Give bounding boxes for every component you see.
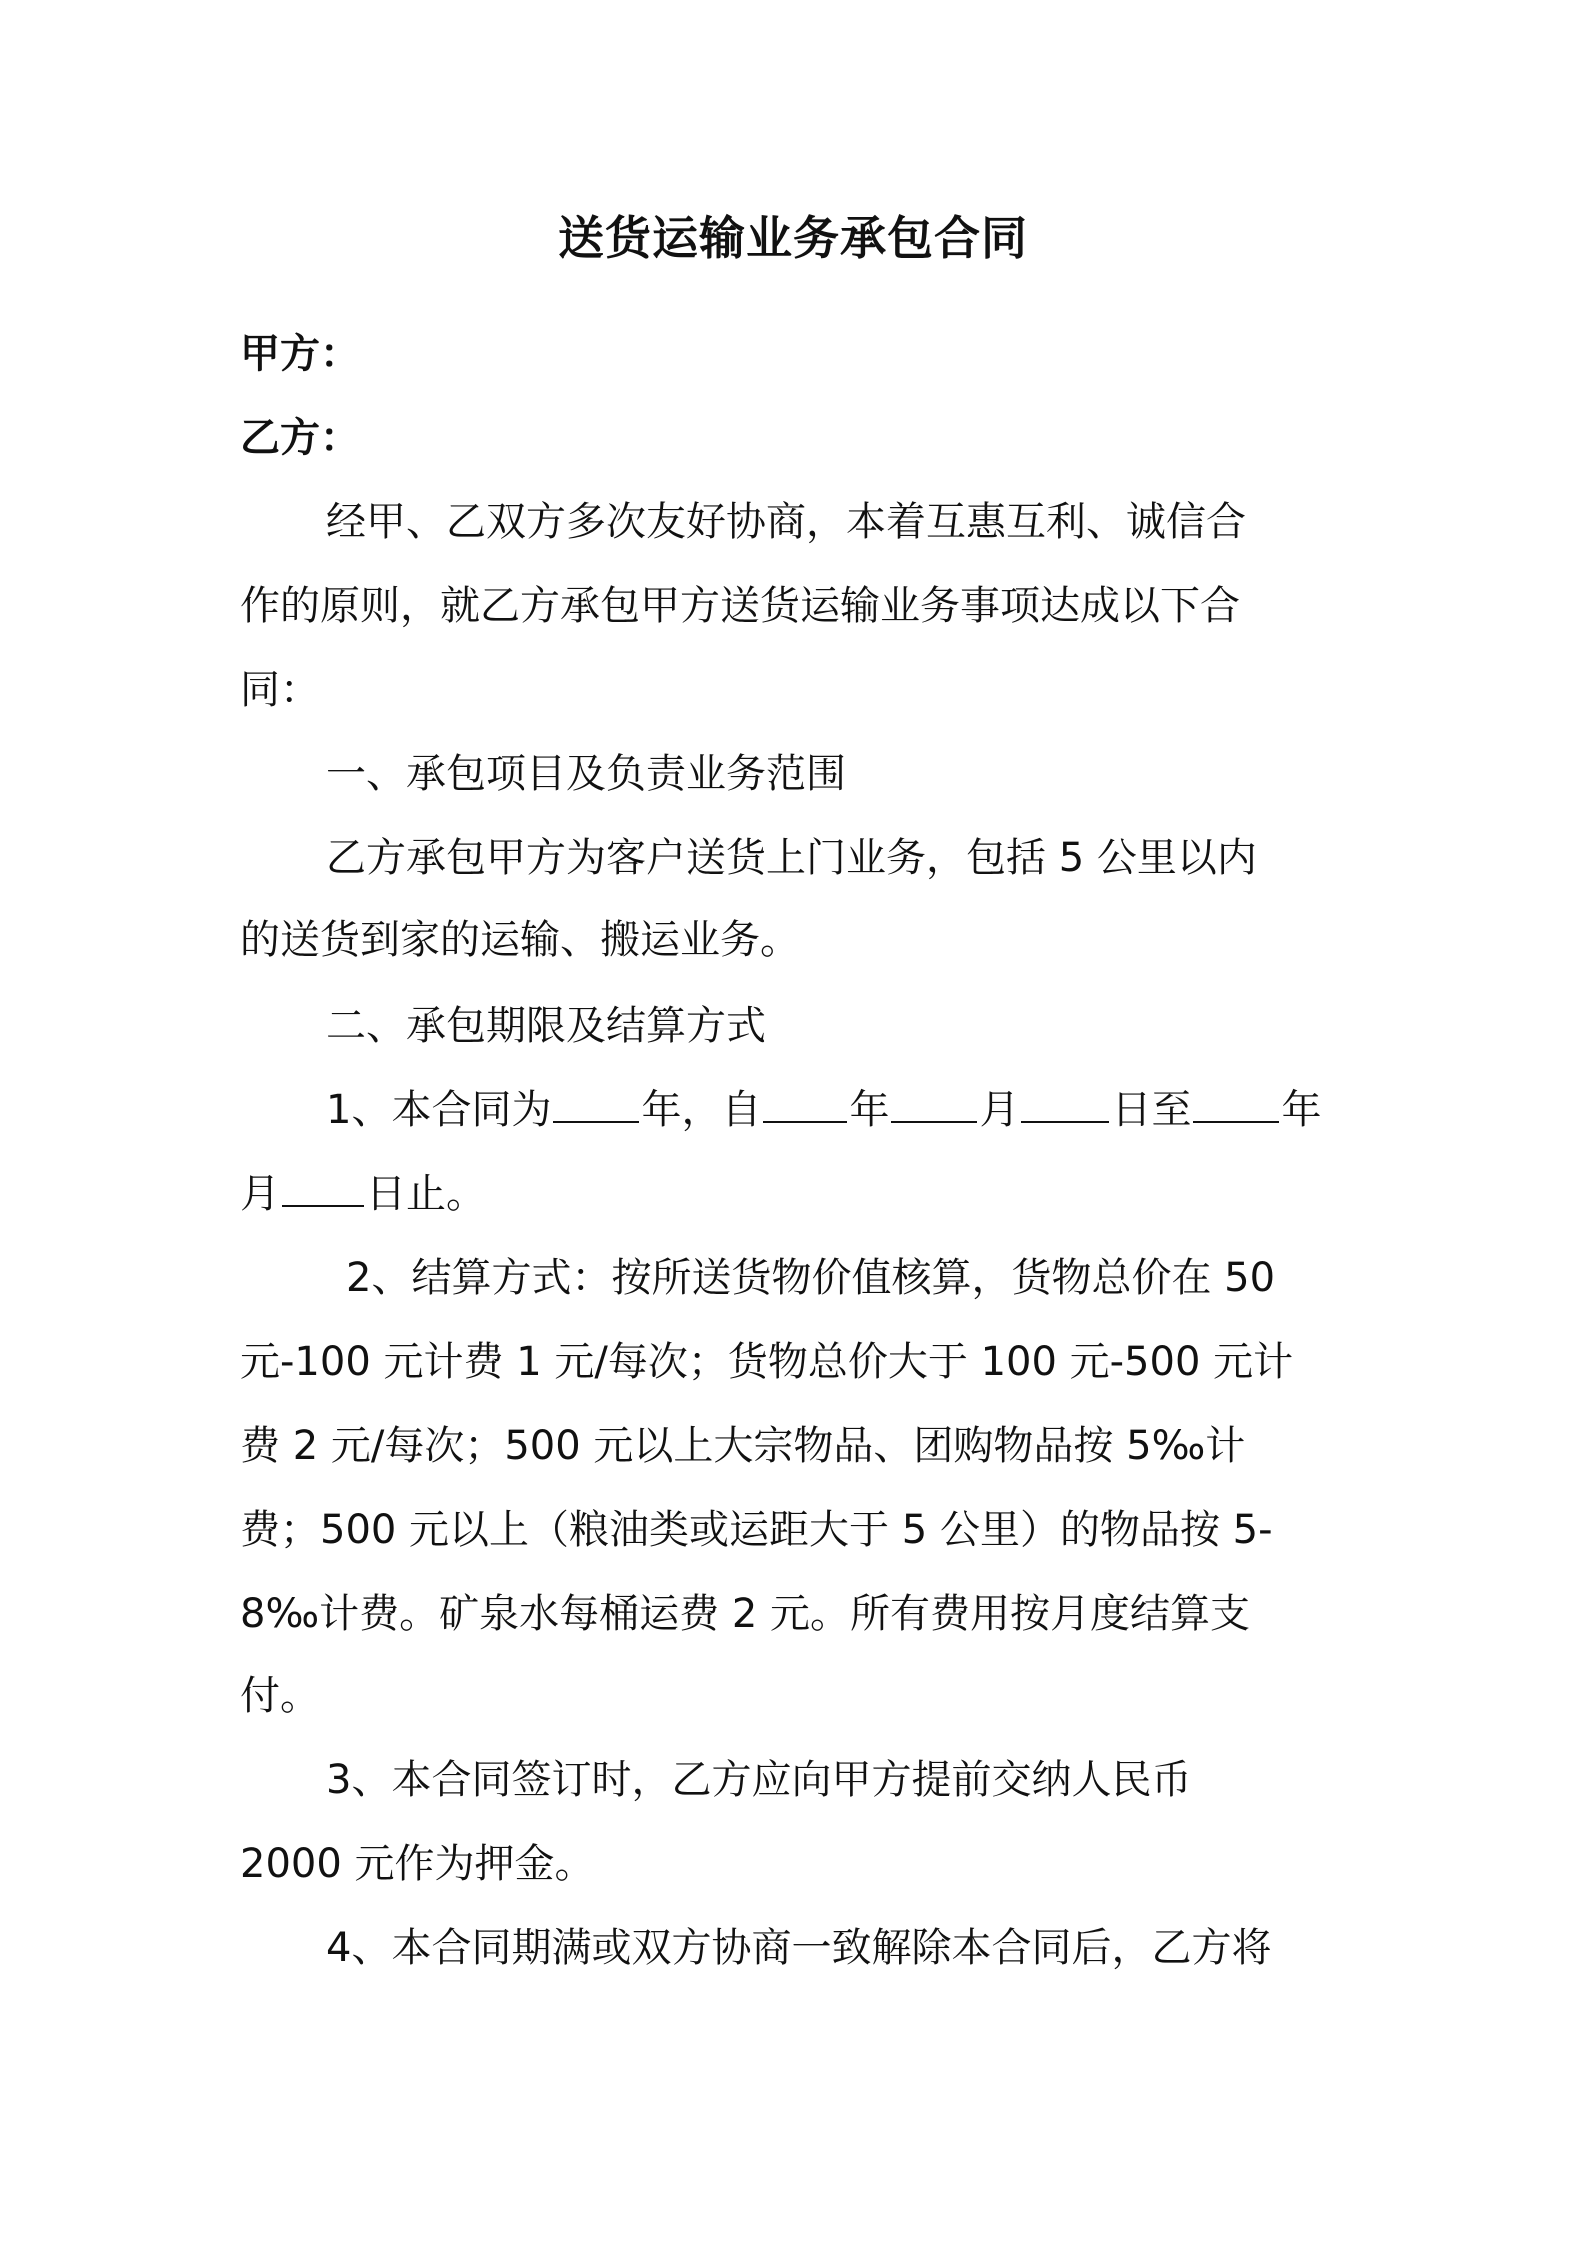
clause4-line: 4、本合同期满或双方协商一致解除本合同后，乙方将 bbox=[326, 1925, 1272, 1971]
intro-line: 同： bbox=[240, 667, 320, 713]
clause1-text: 日止。 bbox=[366, 1171, 486, 1217]
term-years-blank[interactable] bbox=[553, 1085, 639, 1123]
end-year-blank[interactable] bbox=[1193, 1085, 1279, 1123]
clause1-text: 年 bbox=[1281, 1087, 1322, 1133]
start-day-blank[interactable] bbox=[1021, 1085, 1109, 1123]
clause2-line: 付。 bbox=[240, 1673, 320, 1719]
clause1-text: 日至 bbox=[1111, 1087, 1192, 1133]
start-month-blank[interactable] bbox=[891, 1085, 977, 1123]
clause1-text: 1、本合同为 bbox=[326, 1087, 552, 1133]
document-title: 送货运输业务承包合同 bbox=[558, 211, 1028, 265]
clause3-line: 3、本合同签订时，乙方应向甲方提前交纳人民币 bbox=[326, 1757, 1192, 1803]
clause1-text: 月 bbox=[979, 1087, 1020, 1133]
clause1-text: 年 bbox=[849, 1087, 890, 1133]
clause1-line bbox=[240, 1166, 486, 1222]
end-day-blank[interactable] bbox=[282, 1169, 364, 1207]
clause2-line: 2、结算方式：按所送货物价值核算，货物总价在 50 bbox=[346, 1255, 1276, 1301]
intro-line: 经甲、乙双方多次友好协商，本着互惠互利、诚信合 bbox=[326, 499, 1246, 545]
section1-heading: 一、承包项目及负责业务范围 bbox=[326, 751, 846, 797]
intro-line: 作的原则，就乙方承包甲方送货运输业务事项达成以下合 bbox=[240, 583, 1240, 629]
clause1-line bbox=[326, 1082, 1321, 1138]
party-b-label: 乙方： bbox=[240, 415, 360, 461]
clause2-line: 费；500 元以上（粮油类或运距大于 5 公里）的物品按 5- bbox=[240, 1507, 1273, 1553]
clause1-text: 年，自 bbox=[641, 1087, 762, 1133]
clause3-line: 2000 元作为押金。 bbox=[240, 1841, 595, 1887]
clause2-line: 8‰计费。矿泉水每桶运费 2 元。所有费用按月度结算支 bbox=[240, 1591, 1250, 1637]
party-a-label: 甲方： bbox=[240, 331, 360, 377]
section1-body-line: 的送货到家的运输、搬运业务。 bbox=[240, 917, 800, 963]
clause2-line: 费 2 元/每次；500 元以上大宗物品、团购物品按 5‰计 bbox=[240, 1423, 1246, 1469]
section1-body-line: 乙方承包甲方为客户送货上门业务，包括 5 公里以内 bbox=[326, 835, 1257, 881]
clause2-line: 元-100 元计费 1 元/每次；货物总价大于 100 元-500 元计 bbox=[240, 1339, 1294, 1385]
clause1-text: 月 bbox=[240, 1171, 280, 1217]
start-year-blank[interactable] bbox=[763, 1085, 847, 1123]
section2-heading: 二、承包期限及结算方式 bbox=[326, 1003, 766, 1049]
